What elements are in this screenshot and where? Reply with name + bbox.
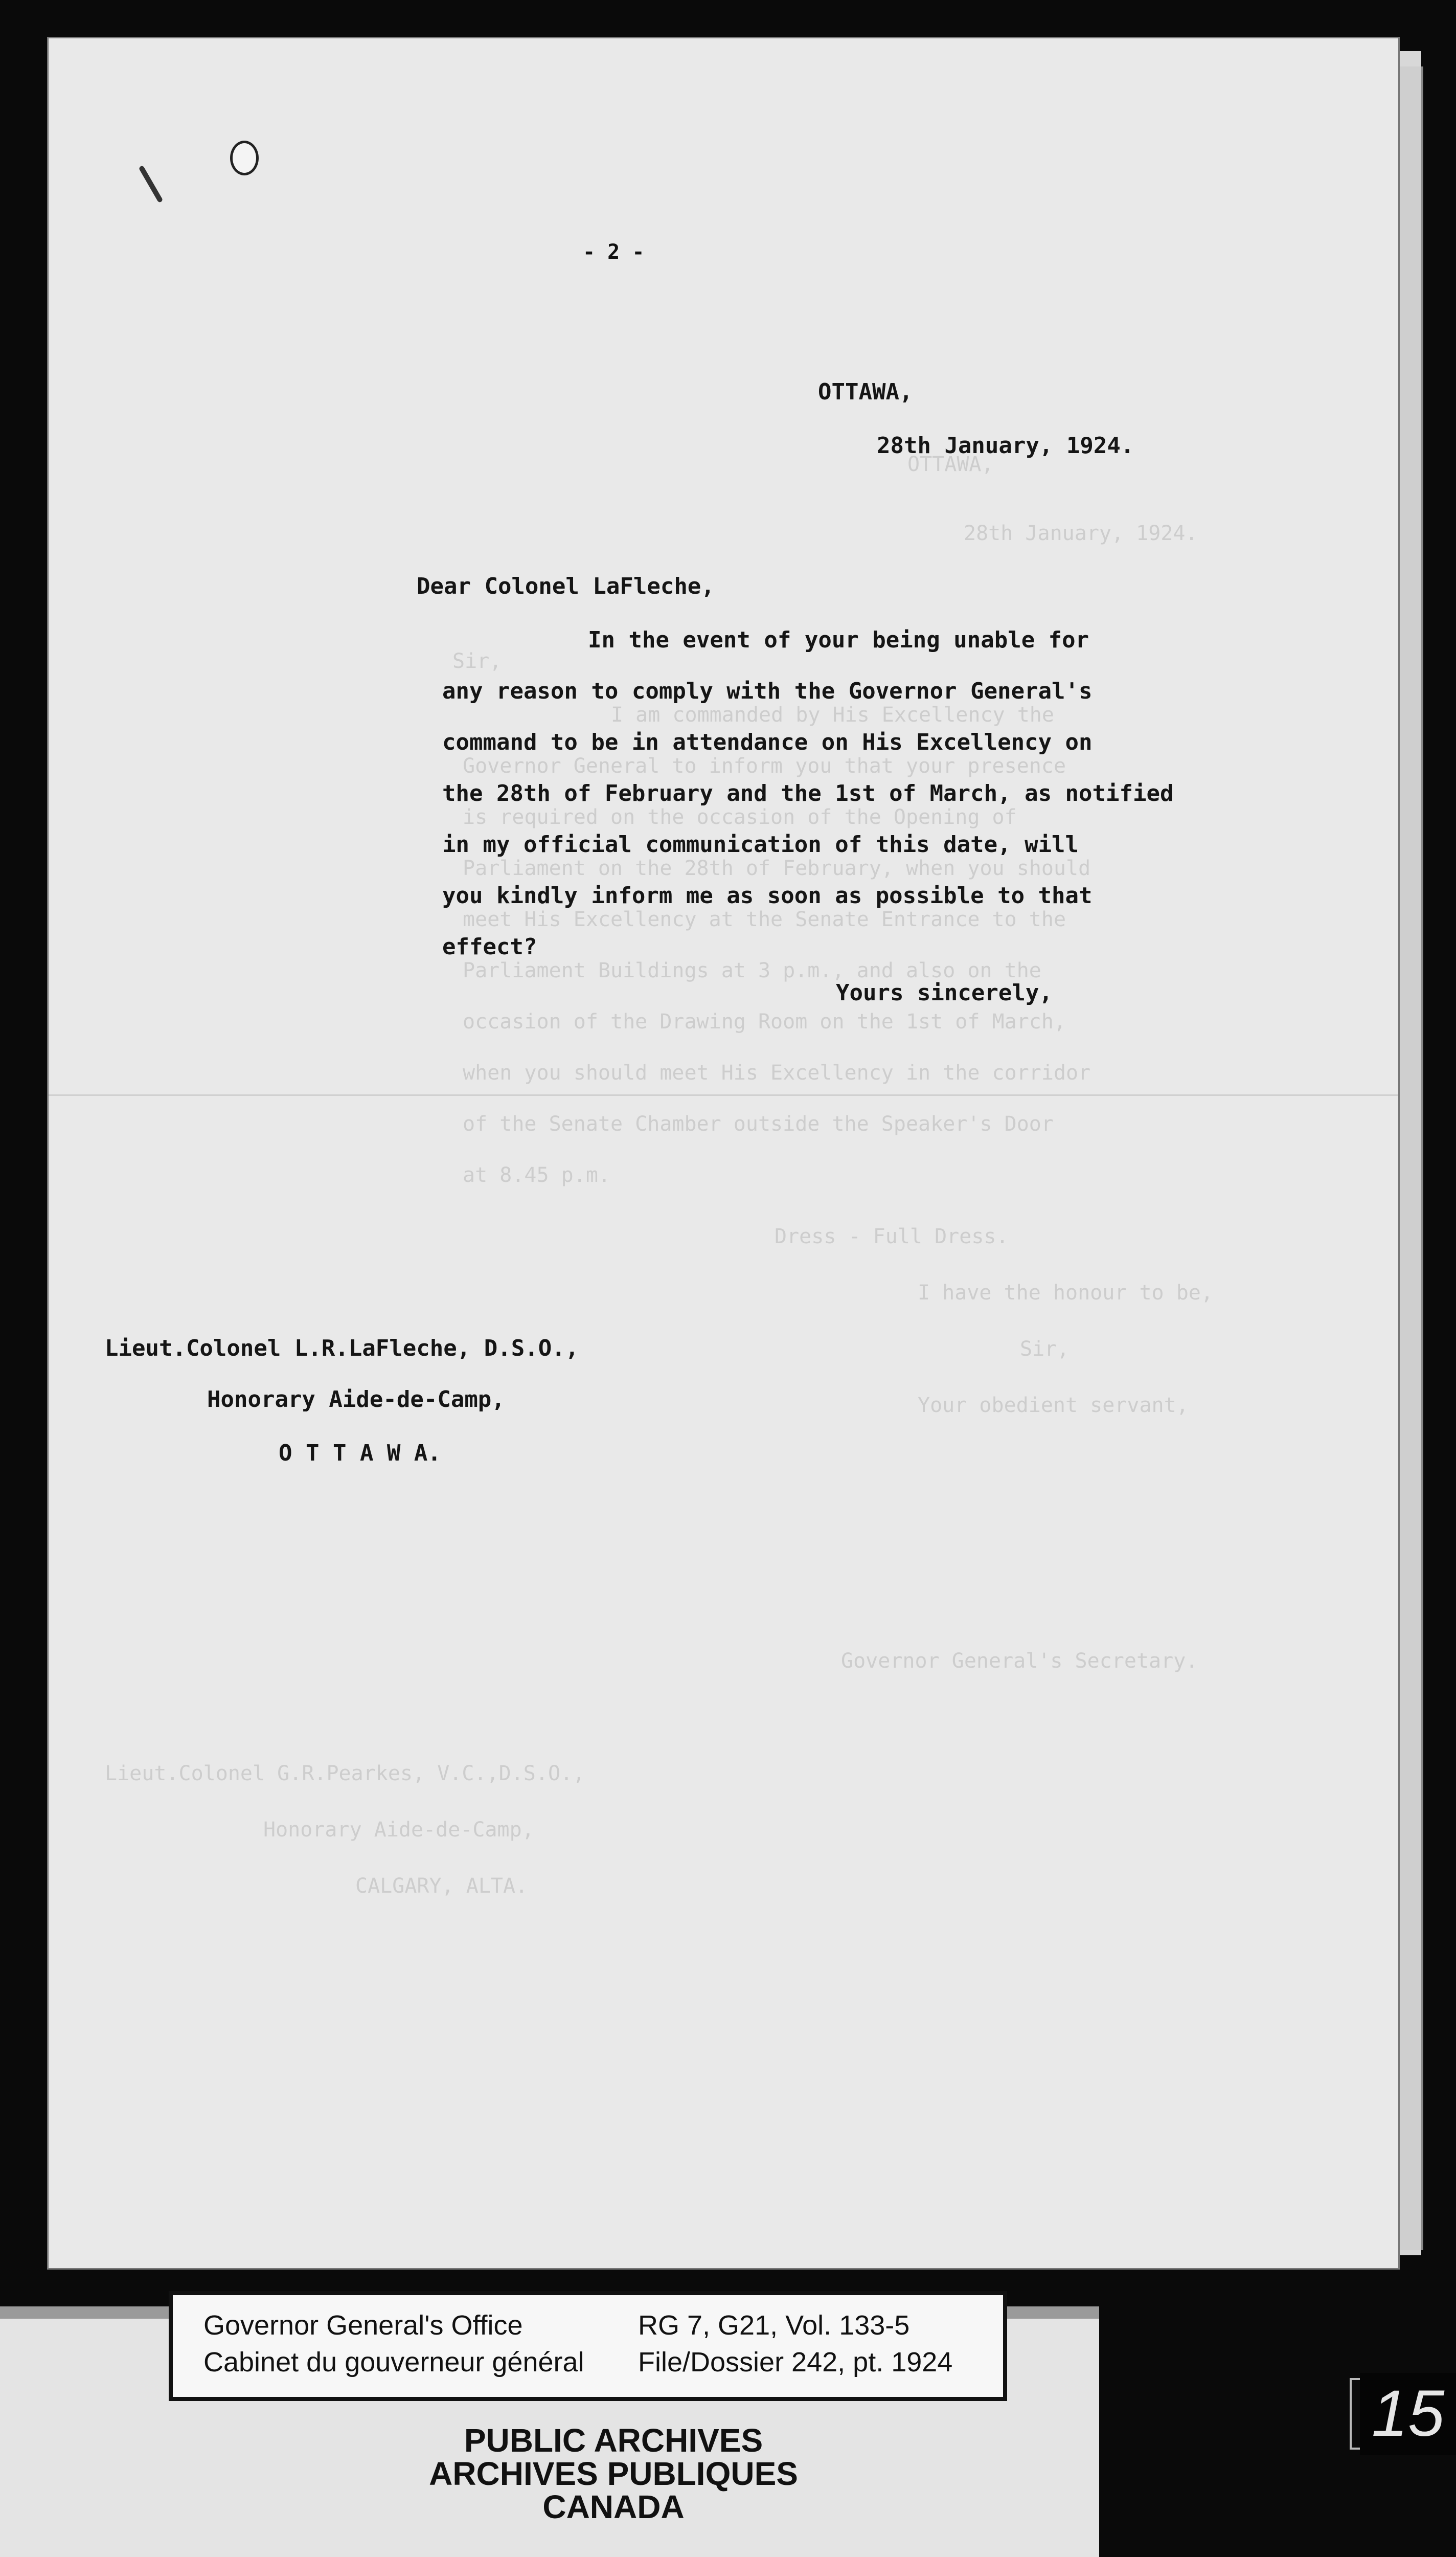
bleed-through-text: Sir, bbox=[452, 649, 502, 673]
bleed-through-text: occasion of the Drawing Room on the 1st of March, bbox=[463, 1010, 1066, 1034]
bleed-through-text: I have the honour to be, bbox=[918, 1281, 1213, 1305]
addressee-line: Honorary Aide-de-Camp, bbox=[207, 1386, 505, 1412]
addressee-line: O T T A W A. bbox=[279, 1440, 441, 1466]
body-line: effect? bbox=[442, 934, 537, 960]
bleed-through-text: meet His Excellency at the Senate Entrance to the bbox=[463, 908, 1066, 931]
office-english: Governor General's Office bbox=[203, 2310, 523, 2341]
archive-title-french: ARCHIVES PUBLIQUES bbox=[429, 2455, 798, 2492]
bleed-through-text: OTTAWA, bbox=[907, 453, 994, 476]
bleed-through-text: Honorary Aide-de-Camp, bbox=[263, 1818, 534, 1842]
body-line: in my official communication of this date, will bbox=[442, 832, 1079, 858]
body-line: In the event of your being unable for bbox=[588, 627, 1089, 653]
bleed-through-text: CALGARY, ALTA. bbox=[355, 1874, 528, 1898]
salutation: Dear Colonel LaFleche, bbox=[417, 573, 715, 599]
bleed-through-text: at 8.45 p.m. bbox=[463, 1163, 610, 1187]
body-line: any reason to comply with the Governor General's bbox=[442, 678, 1093, 704]
body-line: you kindly inform me as soon as possible to that bbox=[442, 883, 1093, 909]
page-number: - 2 - bbox=[583, 240, 645, 264]
closing: Yours sincerely, bbox=[836, 980, 1053, 1006]
bleed-through-text: Sir, bbox=[1020, 1337, 1070, 1361]
letter-date: 28th January, 1924. bbox=[877, 433, 1134, 459]
letter-page bbox=[49, 38, 1398, 2268]
bleed-through-text: I am commanded by His Excellency the bbox=[611, 703, 1054, 727]
file-dossier-reference: File/Dossier 242, pt. 1924 bbox=[638, 2347, 953, 2377]
archive-title-english: PUBLIC ARCHIVES bbox=[464, 2422, 763, 2459]
bleed-through-text: Governor General's Secretary. bbox=[841, 1649, 1198, 1673]
body-line: the 28th of February and the 1st of March, as notified bbox=[442, 780, 1174, 806]
bleed-through-text: Governor General to inform you that your presence bbox=[463, 754, 1066, 778]
punch-hole bbox=[230, 141, 259, 175]
bleed-through-text: is required on the occasion of the Opening of bbox=[463, 805, 1017, 829]
bleed-through-text: 28th January, 1924. bbox=[964, 522, 1198, 545]
frame-number: 15 bbox=[1360, 2373, 1456, 2455]
body-line: command to be in attendance on His Excellency on bbox=[442, 729, 1093, 755]
bleed-through-text: Your obedient servant, bbox=[918, 1394, 1189, 1417]
bleed-through-text: Lieut.Colonel G.R.Pearkes, V.C.,D.S.O., bbox=[105, 1762, 585, 1785]
pen-mark bbox=[139, 165, 164, 203]
bleed-through-text: Dress - Full Dress. bbox=[775, 1225, 1009, 1248]
office-french: Cabinet du gouverneur général bbox=[203, 2347, 584, 2377]
bleed-through-text: when you should meet His Excellency in the corridor bbox=[463, 1061, 1091, 1085]
archive-country: CANADA bbox=[542, 2488, 685, 2525]
bleed-through-text: of the Senate Chamber outside the Speaker's Door bbox=[463, 1112, 1054, 1136]
bleed-through-text: Parliament Buildings at 3 p.m., and also on the bbox=[463, 959, 1041, 982]
bleed-through-text: Parliament on the 28th of February, when you should bbox=[463, 857, 1091, 880]
letter-place: OTTAWA, bbox=[818, 379, 913, 405]
addressee-line: Lieut.Colonel L.R.LaFleche, D.S.O., bbox=[105, 1335, 579, 1361]
record-group-reference: RG 7, G21, Vol. 133-5 bbox=[638, 2310, 910, 2341]
archive-reference-box bbox=[169, 2291, 1007, 2401]
